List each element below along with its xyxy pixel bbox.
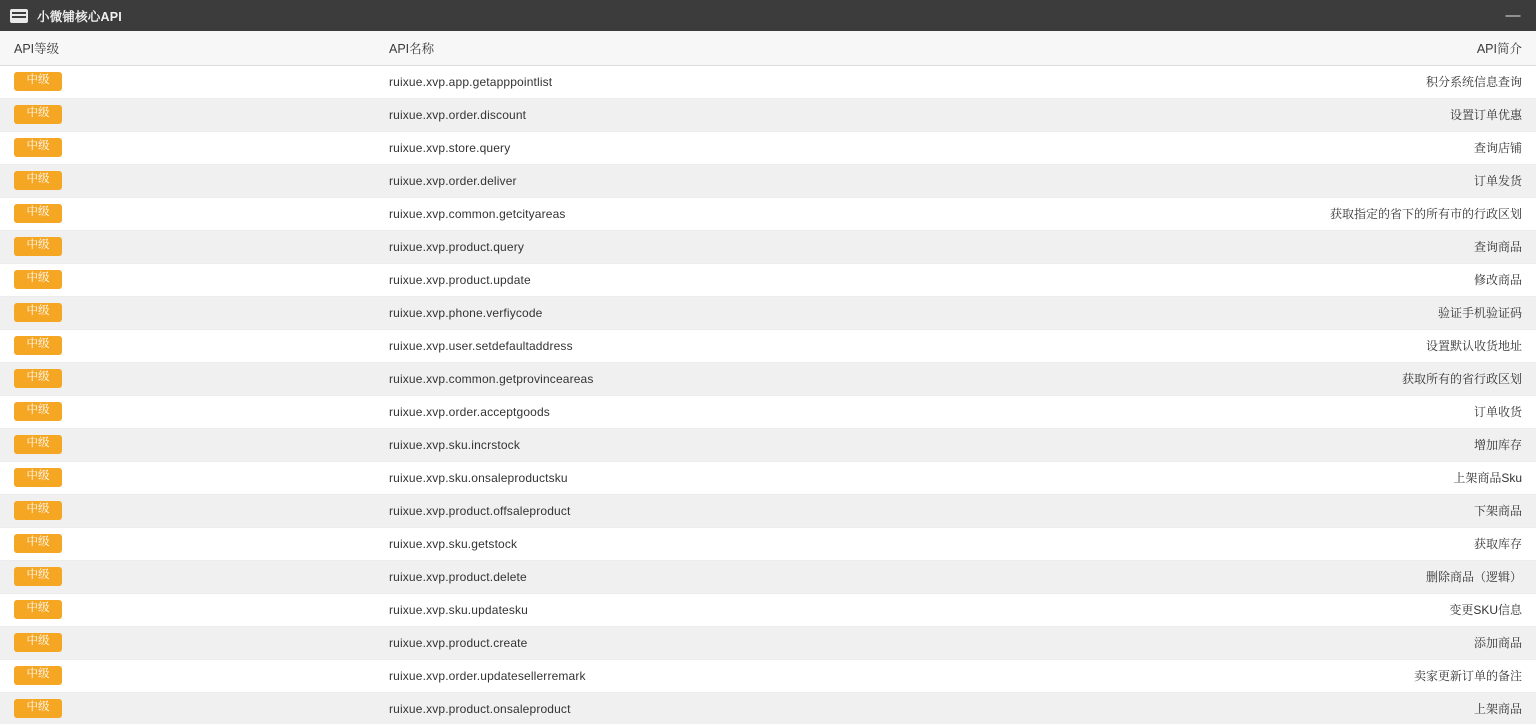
table-row[interactable] xyxy=(0,65,1536,98)
api-name-cell[interactable]: ruixue.xvp.order.deliver xyxy=(389,173,517,188)
api-level-badge: 中级 xyxy=(14,270,62,289)
api-desc-cell: 删除商品（逻辑） xyxy=(1425,570,1522,584)
api-desc-cell: 订单发货 xyxy=(1473,174,1522,188)
api-name-cell[interactable]: ruixue.xvp.sku.updatesku xyxy=(389,602,529,617)
table-row[interactable] xyxy=(0,659,1536,692)
table-row[interactable] xyxy=(0,230,1536,263)
table-row[interactable] xyxy=(0,560,1536,593)
table-row[interactable] xyxy=(0,593,1536,626)
api-name-cell[interactable]: ruixue.xvp.product.create xyxy=(389,635,528,650)
minimize-button[interactable]: — xyxy=(1505,7,1521,24)
api-name-cell[interactable]: ruixue.xvp.product.update xyxy=(389,272,531,287)
api-name-cell[interactable]: ruixue.xvp.sku.incrstock xyxy=(389,437,520,452)
api-level-cell xyxy=(0,65,375,98)
api-level-badge: 中级 xyxy=(14,633,62,652)
api-level-cell xyxy=(0,230,375,263)
table-row[interactable] xyxy=(0,329,1536,362)
api-desc-cell: 查询商品 xyxy=(1473,240,1522,254)
table-body xyxy=(0,65,1536,724)
table-row[interactable] xyxy=(0,263,1536,296)
api-desc-cell: 积分系统信息查询 xyxy=(1425,75,1522,89)
api-level-badge: 中级 xyxy=(14,105,62,124)
api-desc-cell: 修改商品 xyxy=(1473,273,1522,287)
api-level-badge: 中级 xyxy=(14,369,62,388)
api-level-cell xyxy=(0,263,375,296)
window-title: 小微铺核心API xyxy=(37,9,122,24)
api-level-badge: 中级 xyxy=(14,138,62,157)
api-level-cell xyxy=(0,98,375,131)
api-desc-cell: 添加商品 xyxy=(1473,636,1522,650)
table-row[interactable] xyxy=(0,362,1536,395)
api-desc-cell: 获取库存 xyxy=(1473,537,1522,551)
table-row[interactable] xyxy=(0,692,1536,724)
api-name-cell[interactable]: ruixue.xvp.user.setdefaultaddress xyxy=(389,338,573,353)
api-level-cell xyxy=(0,428,375,461)
table-row[interactable] xyxy=(0,527,1536,560)
api-level-cell xyxy=(0,560,375,593)
api-name-cell[interactable]: ruixue.xvp.product.query xyxy=(389,239,525,254)
api-name-cell[interactable]: ruixue.xvp.common.getprovinceareas xyxy=(389,371,594,386)
api-level-badge: 中级 xyxy=(14,600,62,619)
api-desc-cell: 下架商品 xyxy=(1473,504,1522,518)
api-desc-cell: 订单收货 xyxy=(1473,405,1522,419)
api-level-cell xyxy=(0,131,375,164)
api-level-cell xyxy=(0,164,375,197)
api-level-badge: 中级 xyxy=(14,501,62,520)
column-header-api-level[interactable]: API等级 xyxy=(0,31,375,65)
api-level-badge: 中级 xyxy=(14,204,62,223)
api-level-badge: 中级 xyxy=(14,237,62,256)
api-desc-cell: 获取所有的省行政区划 xyxy=(1401,372,1522,386)
api-level-cell xyxy=(0,626,375,659)
api-name-cell[interactable]: ruixue.xvp.product.offsaleproduct xyxy=(389,503,571,518)
api-name-cell[interactable]: ruixue.xvp.sku.getstock xyxy=(389,536,518,551)
api-name-cell[interactable]: ruixue.xvp.sku.onsaleproductsku xyxy=(389,470,568,485)
api-desc-cell: 卖家更新订单的备注 xyxy=(1413,669,1522,683)
table-row[interactable] xyxy=(0,494,1536,527)
window-titlebar xyxy=(0,0,1536,31)
api-level-badge: 中级 xyxy=(14,72,62,91)
api-level-badge: 中级 xyxy=(14,567,62,586)
api-desc-cell: 设置订单优惠 xyxy=(1449,108,1522,122)
api-level-cell xyxy=(0,296,375,329)
api-level-cell xyxy=(0,197,375,230)
table-row[interactable] xyxy=(0,428,1536,461)
api-desc-cell: 上架商品Sku xyxy=(1453,471,1522,485)
api-desc-cell: 设置默认收货地址 xyxy=(1425,339,1522,353)
table-header-row xyxy=(0,31,1536,65)
table-row[interactable] xyxy=(0,296,1536,329)
table-header xyxy=(0,31,1536,65)
api-name-cell[interactable]: ruixue.xvp.phone.verfiycode xyxy=(389,305,543,320)
table-row[interactable] xyxy=(0,197,1536,230)
table-row[interactable] xyxy=(0,395,1536,428)
column-header-api-name[interactable]: API名称 xyxy=(375,31,1155,65)
api-table xyxy=(0,31,1536,724)
api-level-badge: 中级 xyxy=(14,534,62,553)
api-name-cell[interactable]: ruixue.xvp.product.onsaleproduct xyxy=(389,701,571,716)
api-level-badge: 中级 xyxy=(14,666,62,685)
api-level-cell xyxy=(0,329,375,362)
api-desc-cell: 验证手机验证码 xyxy=(1437,306,1522,320)
api-name-cell[interactable]: ruixue.xvp.common.getcityareas xyxy=(389,206,566,221)
table-row[interactable] xyxy=(0,131,1536,164)
api-name-cell[interactable]: ruixue.xvp.order.discount xyxy=(389,107,527,122)
table-row[interactable] xyxy=(0,98,1536,131)
table-row[interactable] xyxy=(0,626,1536,659)
api-desc-cell: 增加库存 xyxy=(1473,438,1522,452)
api-level-badge: 中级 xyxy=(14,699,62,718)
api-level-badge: 中级 xyxy=(14,171,62,190)
api-level-cell xyxy=(0,692,375,724)
api-level-badge: 中级 xyxy=(14,303,62,322)
api-level-badge: 中级 xyxy=(14,336,62,355)
api-level-cell xyxy=(0,659,375,692)
column-header-api-desc[interactable]: API简介 xyxy=(1155,31,1536,65)
api-name-cell[interactable]: ruixue.xvp.app.getapppointlist xyxy=(389,74,553,89)
api-level-badge: 中级 xyxy=(14,402,62,421)
api-name-cell[interactable]: ruixue.xvp.store.query xyxy=(389,140,511,155)
api-level-cell xyxy=(0,527,375,560)
api-name-cell[interactable]: ruixue.xvp.order.updatesellerremark xyxy=(389,668,586,683)
api-name-cell[interactable]: ruixue.xvp.product.delete xyxy=(389,569,527,584)
api-desc-cell: 获取指定的省下的所有市的行政区划 xyxy=(1329,207,1522,221)
api-level-cell xyxy=(0,494,375,527)
table-row[interactable] xyxy=(0,164,1536,197)
api-desc-cell: 变更SKU信息 xyxy=(1449,603,1522,617)
api-desc-cell: 上架商品 xyxy=(1473,702,1522,716)
api-level-cell xyxy=(0,362,375,395)
api-level-badge: 中级 xyxy=(14,468,62,487)
api-desc-cell: 查询店铺 xyxy=(1473,141,1522,155)
api-level-cell xyxy=(0,461,375,494)
api-name-cell[interactable]: ruixue.xvp.order.acceptgoods xyxy=(389,404,550,419)
api-table-container[interactable] xyxy=(0,31,1536,724)
app-icon xyxy=(10,9,28,23)
api-level-badge: 中级 xyxy=(14,435,62,454)
api-level-cell xyxy=(0,593,375,626)
api-level-cell xyxy=(0,395,375,428)
table-row[interactable] xyxy=(0,461,1536,494)
